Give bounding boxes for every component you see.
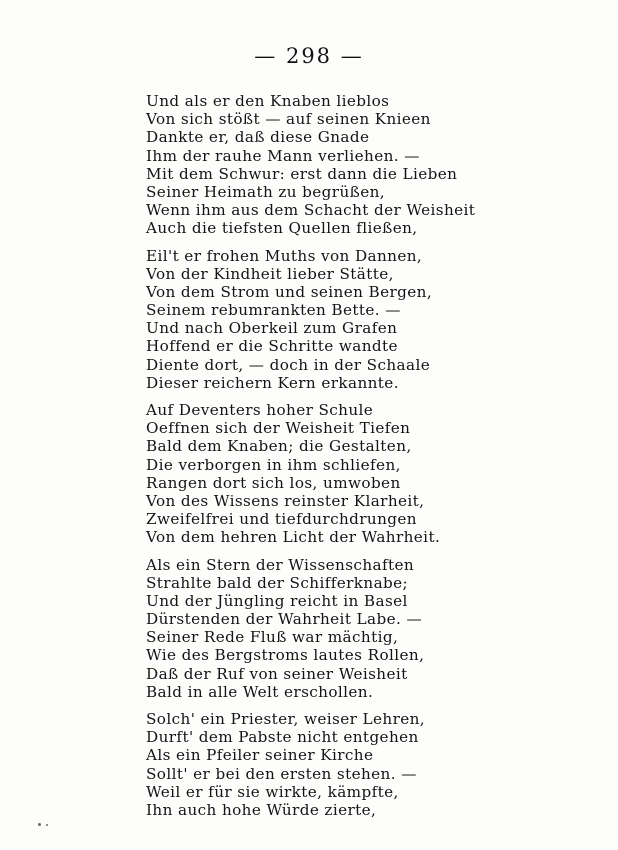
verse-line: Weil er für sie wirkte, kämpfte,	[146, 782, 399, 801]
scan-speck	[46, 824, 48, 826]
verse-line: Dieser reichern Kern erkannte.	[146, 373, 399, 392]
verse-line: Daß der Ruf von seiner Weisheit	[146, 664, 408, 683]
verse-line: Und nach Oberkeil zum Grafen	[146, 319, 398, 338]
verse-line: Strahlte bald der Schifferknabe;	[146, 573, 409, 592]
verse-line: Dankte er, daß diese Gnade	[146, 128, 370, 147]
verse-line: Von dem hehren Licht der Wahrheit.	[146, 528, 441, 547]
verse-line: Von sich stößt — auf seinen Knieen	[146, 110, 431, 129]
verse-line: Solch' ein Priester, weiser Lehren,	[146, 710, 426, 728]
scan-speck	[38, 823, 41, 826]
verse-line: Eil't er frohen Muths von Dannen,	[146, 246, 423, 265]
verse-line: Als ein Pfeiler seiner Kirche	[146, 746, 374, 765]
stanza	[146, 401, 476, 547]
verse-line: Dürstenden der Wahrheit Labe. —	[146, 610, 423, 629]
verse-line: Wenn ihm aus dem Schacht der Weisheit	[146, 201, 476, 220]
verse-line: Hoffend er die Schritte wandte	[146, 337, 398, 356]
verse-line: Zweifelfrei und tiefdurchdrungen	[146, 510, 417, 529]
verse-line: Seinem rebumrankten Bette. —	[146, 301, 401, 320]
verse-line: Und als er den Knaben lieblos	[146, 92, 390, 110]
verse-line: Von der Kindheit lieber Stätte,	[146, 264, 394, 283]
verse-line: Als ein Stern der Wissenschaften	[146, 555, 415, 574]
verse-line: Seiner Rede Fluß war mächtig,	[146, 628, 399, 647]
verse-line: Von des Wissens reinster Klarheit,	[146, 491, 425, 510]
stanza	[146, 710, 476, 819]
poem-text	[146, 92, 476, 828]
stanza	[146, 247, 476, 393]
verse-line: Diente dort, — doch in der Schaale	[146, 355, 431, 374]
verse-line: Und der Jüngling reicht in Basel	[146, 591, 408, 610]
verse-line: Die verborgen in ihm schliefen,	[146, 455, 401, 474]
page-number: — 298 —	[254, 44, 364, 68]
stanza	[146, 92, 476, 238]
verse-line: Durft' dem Pabste nicht entgehen	[146, 728, 419, 747]
verse-line: Auf Deventers hoher Schule	[146, 401, 374, 419]
verse-line: Wie des Bergstroms lautes Rollen,	[146, 646, 425, 665]
verse-line: Bald dem Knaben; die Gestalten,	[146, 437, 412, 456]
verse-line: Mit dem Schwur: erst dann die Lieben	[146, 164, 458, 183]
verse-line: Rangen dort sich los, umwoben	[146, 473, 401, 492]
verse-line: Von dem Strom und seinen Bergen,	[146, 282, 433, 301]
verse-line: Auch die tiefsten Quellen fließen,	[146, 219, 418, 238]
verse-line: Ihm der rauhe Mann verliehen. —	[146, 146, 420, 165]
verse-line: Ihn auch hohe Würde zierte,	[146, 800, 377, 819]
stanza	[146, 556, 476, 702]
verse-line: Oeffnen sich der Weisheit Tiefen	[146, 419, 411, 438]
verse-line: Bald in alle Welt erschollen.	[146, 682, 374, 701]
verse-line: Sollt' er bei den ersten stehen. —	[146, 764, 417, 783]
verse-line: Seiner Heimath zu begrüßen,	[146, 182, 385, 201]
